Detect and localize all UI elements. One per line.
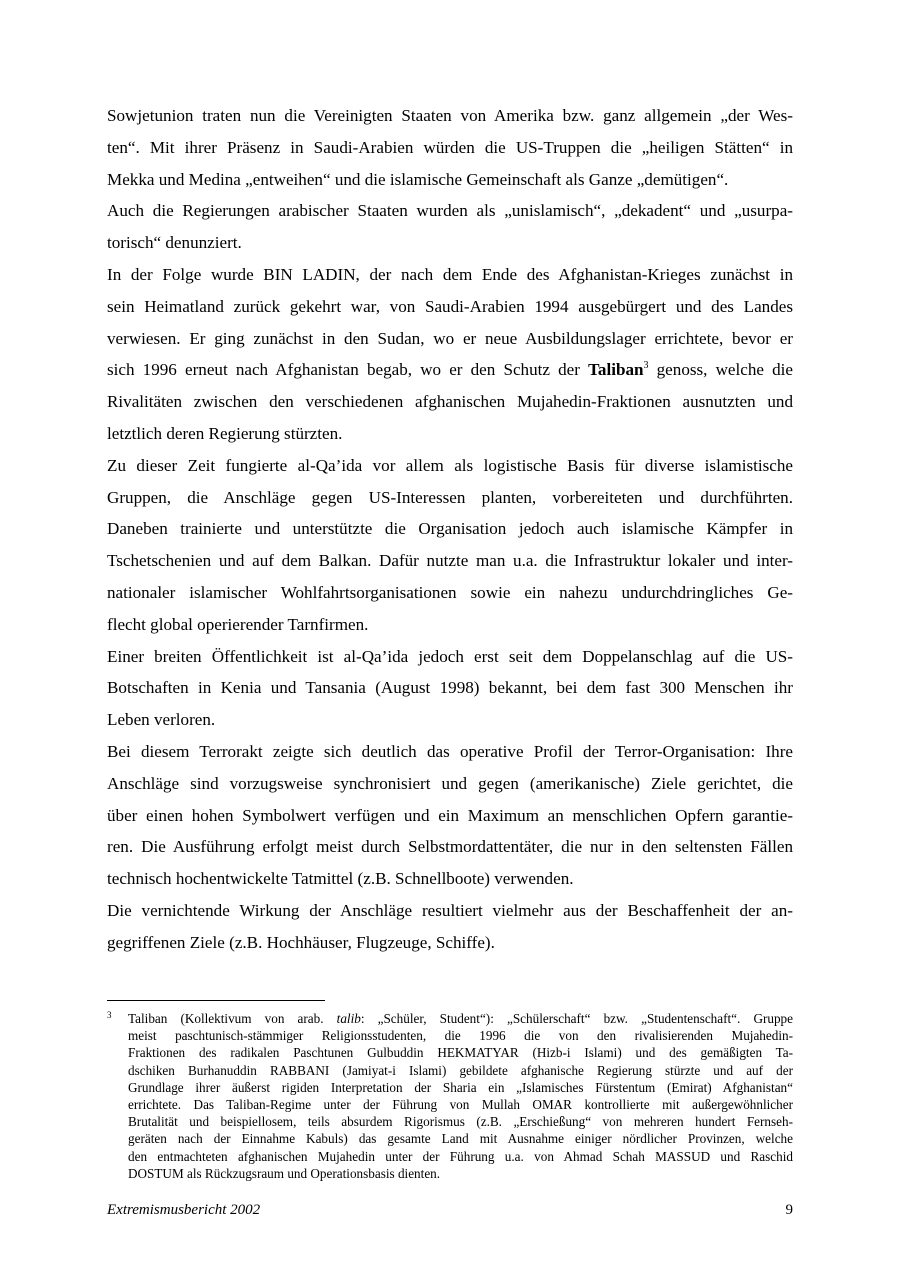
- footnote-line: errichtete. Das Taliban-Regime unter der Führung von Mullah OMAR kontrollierte mit außergewöhnlicher: [128, 1097, 793, 1113]
- page-number: 9: [785, 1202, 793, 1218]
- paragraph-5: [107, 641, 793, 736]
- text-segment: genoss, welche die: [648, 360, 793, 380]
- footnote-line: dschiken Burhanuddin RABBANI (Jamiyat-i Islami) gebildete afghanische Regierung stürzte und auf der: [128, 1062, 793, 1078]
- text-line: Tschetschenien und auf dem Balkan. Dafür nutzte man u.a. die Infrastruktur lokaler und inter-: [107, 551, 793, 571]
- footnote-separator: [107, 1000, 325, 1001]
- text-line: Zu dieser Zeit fungierte al-Qa’ida vor allem als logistische Basis für diverse islamistische: [107, 455, 793, 475]
- footnote-line: den entmachteten afghanischen Mujahedin unter der Führung u.a. von Ahmad Schah MASSUD und Raschid: [128, 1148, 793, 1164]
- text-line: Leben verloren.: [107, 710, 216, 730]
- text-line: [107, 354, 793, 386]
- taliban-term: Taliban: [588, 360, 644, 380]
- footnote: [107, 1010, 793, 1182]
- report-title: Extremismusbericht 2002: [107, 1202, 261, 1218]
- text-line: torisch“ denunziert.: [107, 233, 242, 253]
- text-line: nationaler islamischer Wohlfahrtsorganisationen sowie ein nahezu undurchdringliches Ge-: [107, 582, 793, 602]
- footnote-number: 3: [107, 1010, 112, 1020]
- footnote-text: [128, 1010, 793, 1182]
- text-line: In der Folge wurde BIN LADIN, der nach dem Ende des Afghanistan-Krieges zunächst in: [107, 264, 793, 284]
- main-text: [107, 100, 793, 959]
- text-line: letztlich deren Regierung stürzten.: [107, 423, 343, 443]
- text-line: Bei diesem Terrorakt zeigte sich deutlich das operative Profil der Terror-Organisation: Ihre: [107, 741, 793, 761]
- text-line: sein Heimatland zurück gekehrt war, von Saudi-Arabien 1994 ausgebürgert und des Landes: [107, 296, 793, 316]
- text-segment: Taliban (Kollektivum von arab.: [128, 1011, 337, 1026]
- text-line: Mekka und Medina „entweihen“ und die islamische Gemeinschaft als Ganze „demütigen“.: [107, 169, 729, 189]
- paragraph-6: [107, 736, 793, 895]
- paragraph-2: [107, 195, 793, 259]
- text-line: gegriffenen Ziele (z.B. Hochhäuser, Flugzeuge, Schiffe).: [107, 932, 495, 952]
- text-line: Sowjetunion traten nun die Vereinigten Staaten von Amerika bzw. ganz allgemein „der Wes-: [107, 106, 793, 125]
- text-line: Gruppen, die Anschläge gegen US-Interessen planten, vorbereiteten und durchführten.: [107, 487, 793, 507]
- text-line: Auch die Regierungen arabischer Staaten wurden als „unislamisch“, „dekadent“ und „usurpa-: [107, 201, 793, 221]
- text-line: Rivalitäten zwischen den verschiedenen afghanischen Mujahedin-Fraktionen ausnutzten und: [107, 392, 793, 412]
- footnote-line: Brutalität und beispiellosem, teils absurdem Rigorismus (z.B. „Erschießung“ von mehreren hundert Fernseh-: [128, 1114, 793, 1130]
- text-line: ten“. Mit ihrer Präsenz in Saudi-Arabien würden die US-Truppen die „heiligen Stätten“ in: [107, 137, 793, 157]
- text-line: Daneben trainierte und unterstützte die Organisation jedoch auch islamische Kämpfer in: [107, 519, 793, 539]
- text-line: Botschaften in Kenia und Tansania (August 1998) bekannt, bei dem fast 300 Menschen ihr: [107, 678, 793, 698]
- text-line: flecht global operierender Tarnfirmen.: [107, 614, 369, 634]
- text-segment: : „Schüler, Student“): „Schülerschaft“ bzw. „Studentenschaft“. Gruppe: [360, 1011, 793, 1026]
- paragraph-3: [107, 259, 793, 450]
- footnote-line: meist paschtunisch-stämmiger Religionsstudenten, die 1996 die von den rivalisierenden Mujahedin-: [128, 1028, 793, 1044]
- text-line: Anschläge sind vorzugsweise synchronisiert und gegen (amerikanische) Ziele gerichtet, die: [107, 773, 793, 793]
- paragraph-7: [107, 895, 793, 959]
- text-line: technisch hochentwickelte Tatmittel (z.B. Schnellboote) verwenden.: [107, 869, 574, 889]
- footnote-reference[interactable]: 3: [643, 360, 649, 372]
- text-line: über einen hohen Symbolwert verfügen und ein Maximum an menschlichen Opfern garantie-: [107, 805, 793, 825]
- footnote-line: geräten nach der Einnahme Kabuls) das gesamte Land mit Ausnahme einiger nördlicher Provinzen, welche: [128, 1131, 793, 1147]
- paragraph-4: [107, 450, 793, 641]
- text-line: ren. Die Ausführung erfolgt meist durch Selbstmordattentäter, die nur in den seltensten Fällen: [107, 837, 793, 857]
- paragraph-1: [107, 100, 793, 195]
- footnote-line: Grundlage ihrer äußerst rigiden Interpretation der Sharia ein „Islamisches Fürstentum (Emirat) Afghanistan“: [128, 1079, 793, 1095]
- text-line: verwiesen. Er ging zunächst in den Sudan, wo er neue Ausbildungslager errichtete, bevor er: [107, 328, 793, 348]
- footnote-line: DOSTUM als Rückzugsraum und Operationsbasis dienten.: [128, 1165, 441, 1181]
- footnote-line: Fraktionen des radikalen Paschtunen Gulbuddin HEKMATYAR (Hizb-i Islami) und des gemäßigten Ta-: [128, 1045, 793, 1061]
- footnote-line: [128, 1010, 793, 1027]
- text-line: Einer breiten Öffentlichkeit ist al-Qa’ida jedoch erst seit dem Doppelanschlag auf die US-: [107, 646, 793, 666]
- text-line: Die vernichtende Wirkung der Anschläge resultiert vielmehr aus der Beschaffenheit der an-: [107, 900, 793, 920]
- italic-term: talib: [336, 1011, 361, 1026]
- text-segment: sich 1996 erneut nach Afghanistan begab, wo er den Schutz der: [107, 360, 589, 380]
